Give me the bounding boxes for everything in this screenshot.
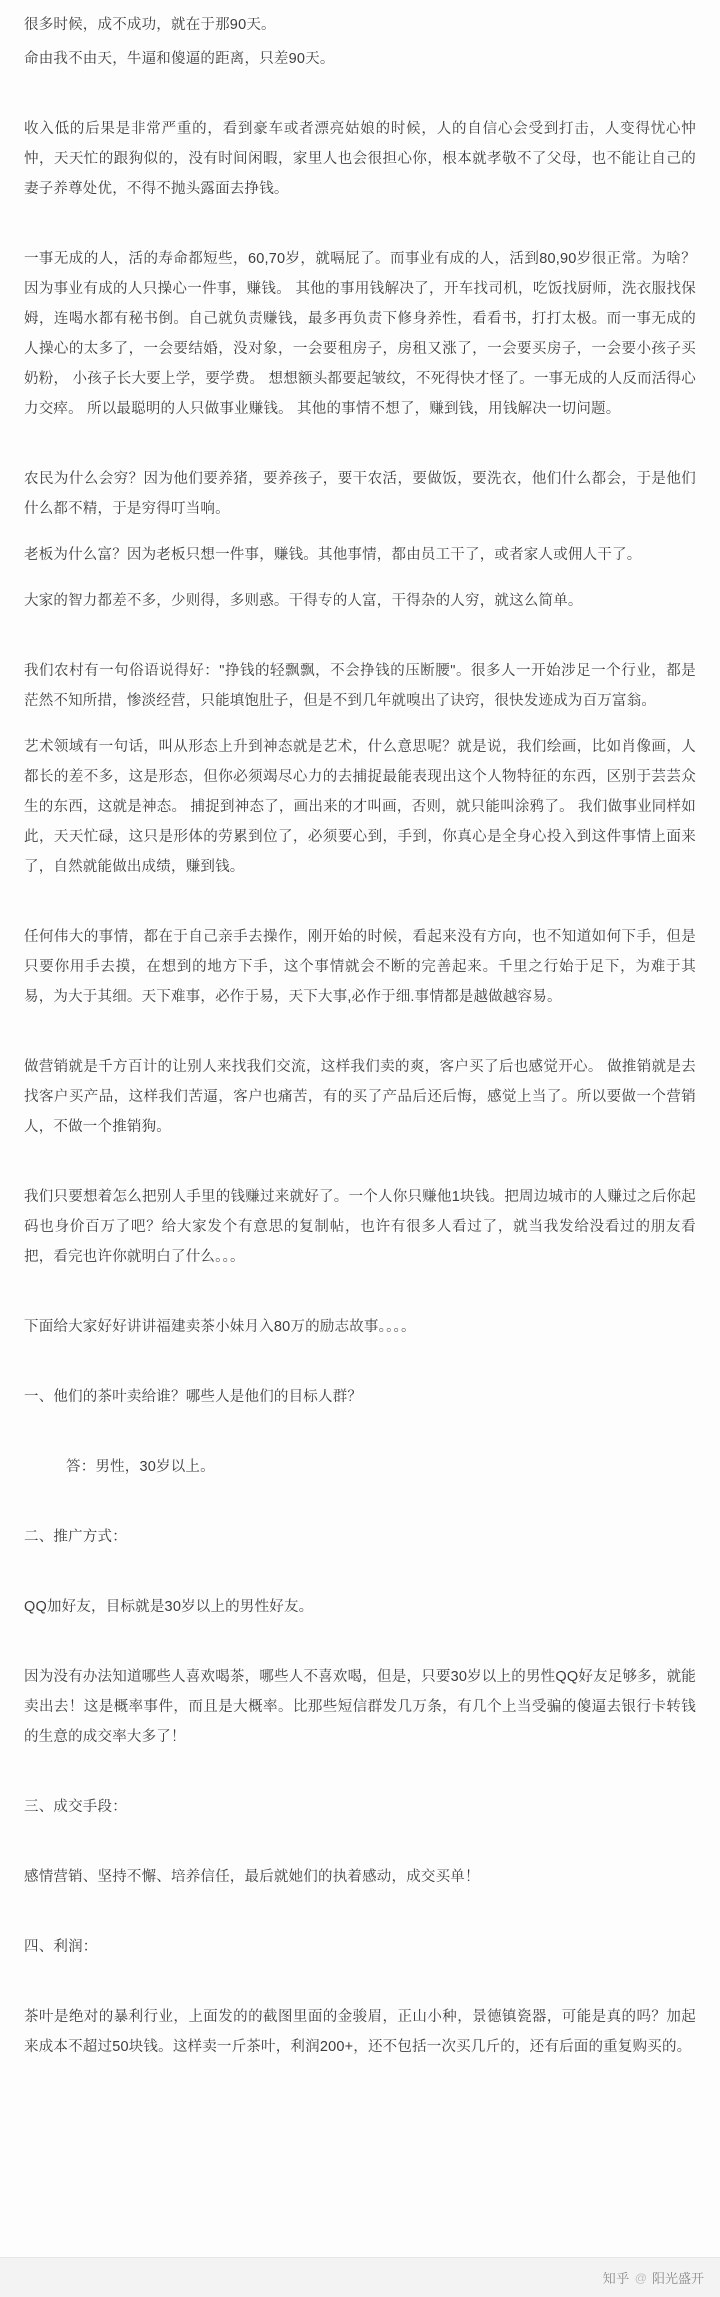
paragraph: 大家的智力都差不多，少则得，多则惑。干得专的人富，干得杂的人穷，就这么简单。: [24, 593, 583, 609]
zhihu-logo: 知乎: [602, 2271, 630, 2286]
section-heading: 三、成交手段：: [24, 1799, 127, 1815]
paragraph: 收入低的后果是非常严重的，看到豪车或者漂亮姑娘的时候，人的自信心会受到打击，人变得忧心忡忡，天天忙的跟狗似的，没有时间闲暇，家里人也会很担心你，根本就孝敬不了父母，也不能让自己的妻子养尊处优，不得不抛头露面去挣钱。: [24, 121, 696, 197]
paragraph: 我们只要想着怎么把别人手里的钱赚过来就好了。一个人你只赚他1块钱。把周边城市的人赚过之后你起码也身价百万了吧？给大家发个有意思的复制帖，也许有很多人看过了，就当我发给没看过的朋友看把，看完也许你就明白了什么。。。: [24, 1189, 696, 1265]
paragraph: 做营销就是千方百计的让别人来找我们交流，这样我们卖的爽，客户买了后也感觉开心。 做推销就是去找客户买产品，这样我们苦逼，客户也痛苦，有的买了产品后还后悔，感觉上当了。所以要做一个营销人，不做一个推销狗。: [24, 1059, 696, 1135]
question-heading: 一、他们的茶叶卖给谁？哪些人是他们的目标人群？: [24, 1389, 363, 1405]
page-footer: [0, 2257, 720, 2297]
paragraph: 农民为什么会穷？因为他们要养猪，要养孩子，要干农活，要做饭，要洗衣，他们什么都会，于是他们什么都不精，于是穷得叮当响。: [24, 471, 696, 517]
section-heading: 四、利润：: [24, 1939, 98, 1955]
paragraph: 很多时候，成不成功，就在于那90天。: [24, 17, 276, 33]
paragraph: 任何伟大的事情，都在于自己亲手去操作，刚开始的时候，看起来没有方向，也不知道如何下手，但是只要你用手去摸，在想到的地方下手，这个事情就会不断的完善起来。千里之行始于足下，为难于其易，为大于其细。天下难事，必作于易，天下大事,必作于细.事情都是越做越容易。: [24, 929, 696, 1005]
author-name: 阳光盛开: [651, 2271, 704, 2286]
footer-brand: [603, 2268, 704, 2287]
answer-line: 答：男性，30岁以上。: [66, 1459, 215, 1475]
section-heading: 二、推广方式：: [24, 1529, 127, 1545]
paragraph: 我们农村有一句俗语说得好："挣钱的轻飘飘，不会挣钱的压断腰"。很多人一开始涉足一个行业，都是茫然不知所措，惨淡经营，只能填饱肚子，但是不到几年就嗅出了诀窍，很快发迹成为百万富翁。: [24, 663, 696, 709]
paragraph: 感情营销、坚持不懈、培养信任，最后就她们的执着感动，成交买单！: [24, 1869, 480, 1885]
paragraph: 因为没有办法知道哪些人喜欢喝茶，哪些人不喜欢喝，但是，只要30岁以上的男性QQ好友足够多，就能卖出去！这是概率事件，而且是大概率。比那些短信群发几万条，有几个上当受骗的傻逼去银行卡转钱的生意的成交率大多了！: [24, 1669, 696, 1745]
paragraph: 茶叶是绝对的暴利行业，上面发的的截图里面的金骏眉，正山小种，景德镇瓷器，可能是真的吗？加起来成本不超过50块钱。这样卖一斤茶叶，利润200+，还不包括一次买几斤的，还有后面的重复购买的。: [24, 2009, 696, 2055]
paragraph: 下面给大家好好讲讲福建卖茶小妹月入80万的励志故事。。。。: [24, 1319, 416, 1335]
paragraph: 老板为什么富？因为老板只想一件事，赚钱。其他事情，都由员工干了，或者家人或佣人干了。: [24, 547, 642, 563]
paragraph: QQ加好友，目标就是30岁以上的男性好友。: [24, 1599, 314, 1615]
at-icon: @: [634, 2270, 647, 2285]
paragraph: 一事无成的人，活的寿命都短些，60,70岁，就嗝屁了。而事业有成的人，活到80,90岁很正常。为啥？因为事业有成的人只操心一件事，赚钱。 其他的事用钱解决了，开车找司机，吃饭找厨师，洗衣服找保姆，连喝水都有秘书倒。自己就负责赚钱，最多再负责下修身养性，看看书，打打太极。而一事无成的人操心的太多了，一会要结婚，没对象，一会要租房子，房租又涨了，一会要买房子，一会要小孩子买奶粉， 小孩子长大要上学，要学费。 想想额头都要起皱纹，不死得快才怪了。一事无成的人反而活得心力交瘁。 所以最聪明的人只做事业赚钱。 其他的事情不想了，赚到钱，用钱解决一切问题。: [24, 251, 696, 417]
bottom-spacer: [24, 2102, 696, 2120]
paragraph: 命由我不由天，牛逼和傻逼的距离，只差90天。: [24, 51, 335, 67]
paragraph: 艺术领域有一句话，叫从形态上升到神态就是艺术，什么意思呢？就是说，我们绘画，比如肖像画，人都长的差不多，这是形态，但你必须竭尽心力的去捕捉最能表现出这个人物特征的东西，区别于芸芸众生的东西，这就是神态。 捕捉到神态了，画出来的才叫画，否则，就只能叫涂鸦了。 我们做事业同样如此，天天忙碌，这只是形体的劳累到位了，必须要心到，手到，你真心是全身心投入到这件事情上面来了，自然就能做出成绩，赚到钱。: [24, 739, 696, 875]
